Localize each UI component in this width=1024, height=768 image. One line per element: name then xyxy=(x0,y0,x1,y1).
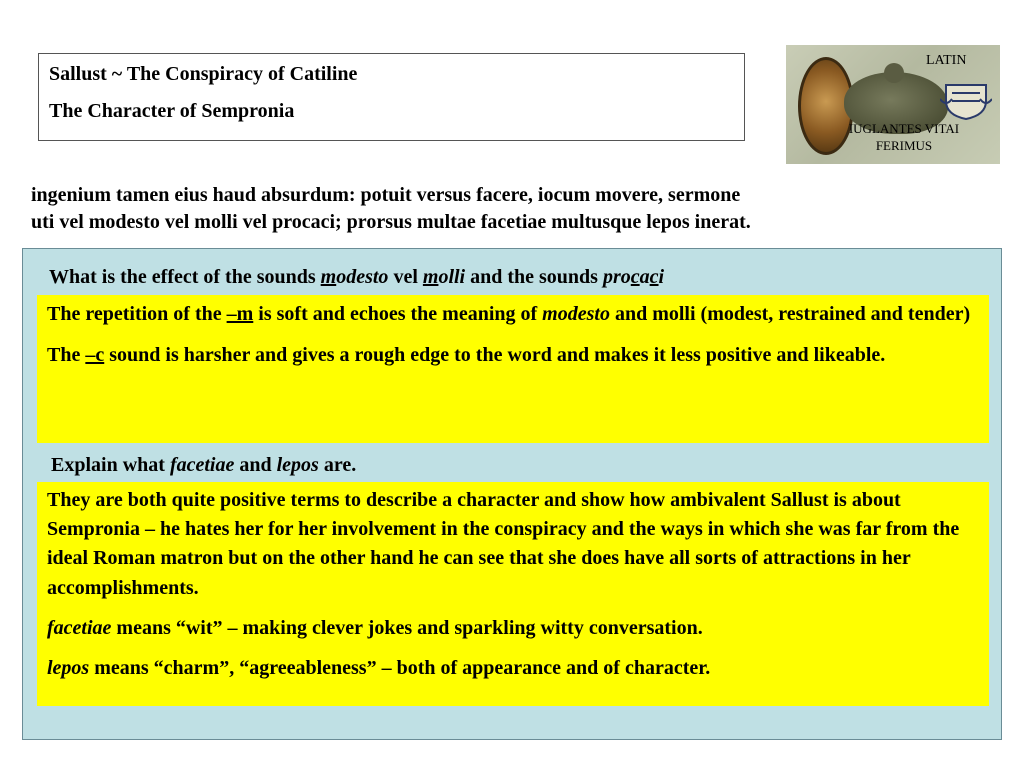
answer-1-paragraph-1: The repetition of the –m is soft and echoes the meaning of modesto and molli (modest, restrained and tender) xyxy=(47,303,971,325)
answer-2 xyxy=(37,482,989,706)
logo-label: LATIN xyxy=(926,53,967,68)
answer-2-paragraph-1: They are both quite positive terms to describe a character and show how ambivalent Sallust is about Sempronia – he hates her for her involvement in the conspiracy and the ways in which she was far from the ideal Roman matron but on the other hand he can see that she does have all sorts of attractions in her accomplishments. xyxy=(47,489,960,599)
crest-icon xyxy=(940,77,992,121)
answer-1 xyxy=(37,295,989,443)
slide-title: Sallust ~ The Conspiracy of Catiline xyxy=(49,63,358,85)
logo-motto: IUGLANTES VITAI FERIMUS xyxy=(848,121,960,153)
answer-2-paragraph-2: facetiae means “wit” – making clever jokes and sparkling witty conversation. xyxy=(47,616,703,639)
title-box xyxy=(38,53,745,141)
slide-subtitle: The Character of Sempronia xyxy=(49,100,295,122)
mouse-ear xyxy=(884,63,904,83)
latin-passage: ingenium tamen eius haud absurdum: potuit versus facere, iocum movere, sermone uti vel modesto vel molli vel procaci; prorsus multae facetiae multusque lepos inerat. xyxy=(31,184,751,233)
answer-1-paragraph-2: The –c sound is harsher and gives a rough edge to the word and makes it less positive and likeable. xyxy=(47,344,886,366)
question-2: Explain what facetiae and lepos are. xyxy=(51,454,357,476)
latin-logo xyxy=(786,45,1000,164)
question-1: What is the effect of the sounds modesto vel molli and the sounds procaci xyxy=(49,266,665,288)
questions-panel xyxy=(22,248,1002,740)
answer-2-paragraph-3: lepos means “charm”, “agreeableness” – both of appearance and of character. xyxy=(47,656,711,679)
